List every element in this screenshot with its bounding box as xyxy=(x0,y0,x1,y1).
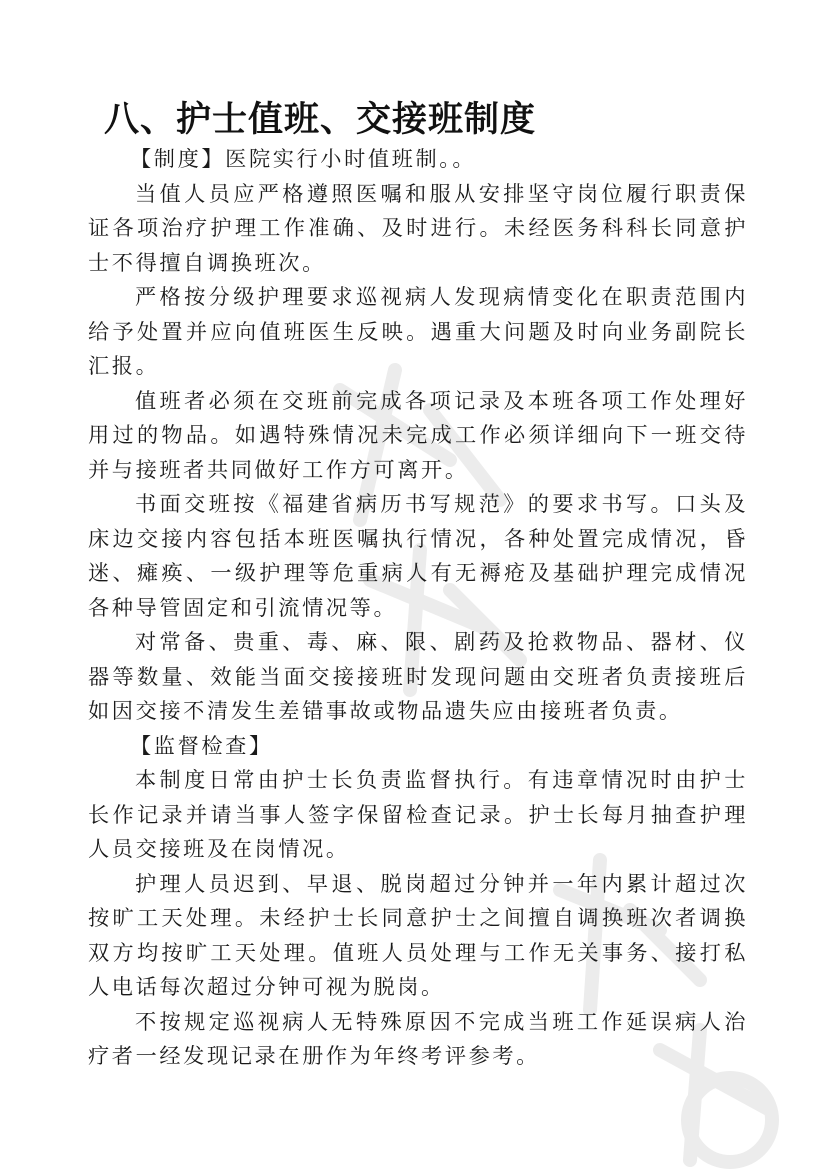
paragraph: 不按规定巡视病人无特殊原因不完成当班工作延误病人治疗者一经发现记录在册作为年终考评参考。 xyxy=(88,1008,748,1068)
paragraph: 值班者必须在交班前完成各项记录及本班各项工作处理好用过的物品。如遇特殊情况未完成工作必须详细向下一班交待并与接班者共同做好工作方可离开。 xyxy=(88,387,748,482)
paragraph: 对常备、贵重、毒、麻、限、剧药及抢救物品、器材、仪器等数量、效能当面交接接班时发现问题由交班者负责接班后如因交接不清发生差错事故或物品遗失应由接班者负责。 xyxy=(88,629,748,723)
paragraph: 严格按分级护理要求巡视病人发现病情变化在职责范围内给予处置并应向值班医生反映。遇重大问题及时向业务副院长汇报。 xyxy=(88,284,748,378)
section-label-system: 【制度】医院实行小时值班制。。 xyxy=(130,146,477,171)
paragraph: 本制度日常由护士长负责监督执行。有违章情况时由护士长作记录并请当事人签字保留检查记录。护士长每月抽查护理人员交接班及在岗情况。 xyxy=(88,767,748,861)
paragraph: 书面交班按《福建省病历书写规范》的要求书写。口头及床边交接内容包括本班医嘱执行情况，各种处置完成情况，昏迷、瘫痪、一级护理等危重病人有无褥疮及基础护理完成情况各种导管固定和引流情况等。 xyxy=(88,491,748,620)
document-title: 八、护士值班、交接班制度 xyxy=(104,100,537,140)
paragraph: 护理人员迟到、早退、脱岗超过分钟并一年内累计超过次按旷工天处理。未经护士长同意护士之间擅自调换班次者调换双方均按旷工天处理。值班人员处理与工作无关事务、接打私人电话每次超过分钟可视为脱岗。 xyxy=(88,870,748,999)
section-label-supervision: 【监督检查】 xyxy=(130,732,273,758)
document-body xyxy=(88,142,748,1074)
paragraph: 当值人员应严格遵照医嘱和服从安排坚守岗位履行职责保证各项治疗护理工作准确、及时进行。未经医务科科长同意护士不得擅自调换班次。 xyxy=(88,180,748,275)
